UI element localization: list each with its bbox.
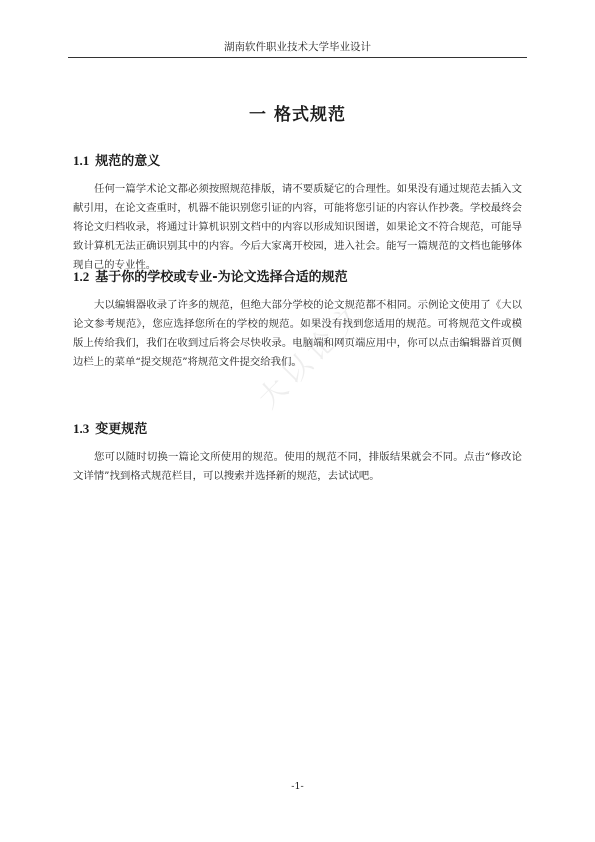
section-paragraph: 任何一篇学术论文都必须按照规范排版，请不要质疑它的合理性。如果没有通过规范去插入文献引用，在论文查重时，机器不能识别您引证的内容，可能将您引证的内容认作抄袭。学校最终会将论文归档收录，将通过计算机识别文档中的内容以形成知识图谱，如果论文不符合规范，可能导致计算机无法正确识别其中的内容。今后大家离开校园，进入社会。能写一篇规范的文档也能够体现自己的专业性。 xyxy=(73,183,522,271)
section-heading xyxy=(73,150,522,169)
section-heading xyxy=(73,266,522,285)
section-1-2 xyxy=(73,266,522,372)
watermark: 大以论文 xyxy=(251,295,372,415)
section-title: 基于你的学校或专业-为论文选择合适的规范 xyxy=(95,270,348,285)
section-title: 变更规范 xyxy=(95,422,148,437)
section-number: 1.1 xyxy=(73,153,90,168)
section-paragraph: 您可以随时切换一篇论文所使用的规范。使用的规范不同，排版结果就会不同。点击“修改论文详情”找到格式规范栏目，可以搜索并选择新的规范，去试试吧。 xyxy=(73,451,522,482)
chapter-title: 一 格式规范 xyxy=(249,105,346,125)
section-title: 规范的意义 xyxy=(95,154,161,169)
section-paragraph: 大以编辑器收录了许多的规范，但绝大部分学校的论文规范都不相同。示例论文使用了《大以论文参考规范》，您应选择您所在的学校的规范。如果没有找到您适用的规范。可将规范文件或模版上传给我们，我们在收到过后将会尽快收录。电脑端和网页端应用中，你可以点击编辑器首页侧边栏上的菜单“提交规范”将规范文件提交给我们。 xyxy=(73,299,522,368)
section-1-3 xyxy=(73,418,522,486)
page-number: -1- xyxy=(291,781,304,792)
section-heading xyxy=(73,418,522,437)
page-header: 湖南软件职业技术大学毕业设计 xyxy=(68,40,527,58)
section-1-1 xyxy=(73,150,522,275)
section-number: 1.3 xyxy=(73,421,90,436)
section-number: 1.2 xyxy=(73,269,90,284)
